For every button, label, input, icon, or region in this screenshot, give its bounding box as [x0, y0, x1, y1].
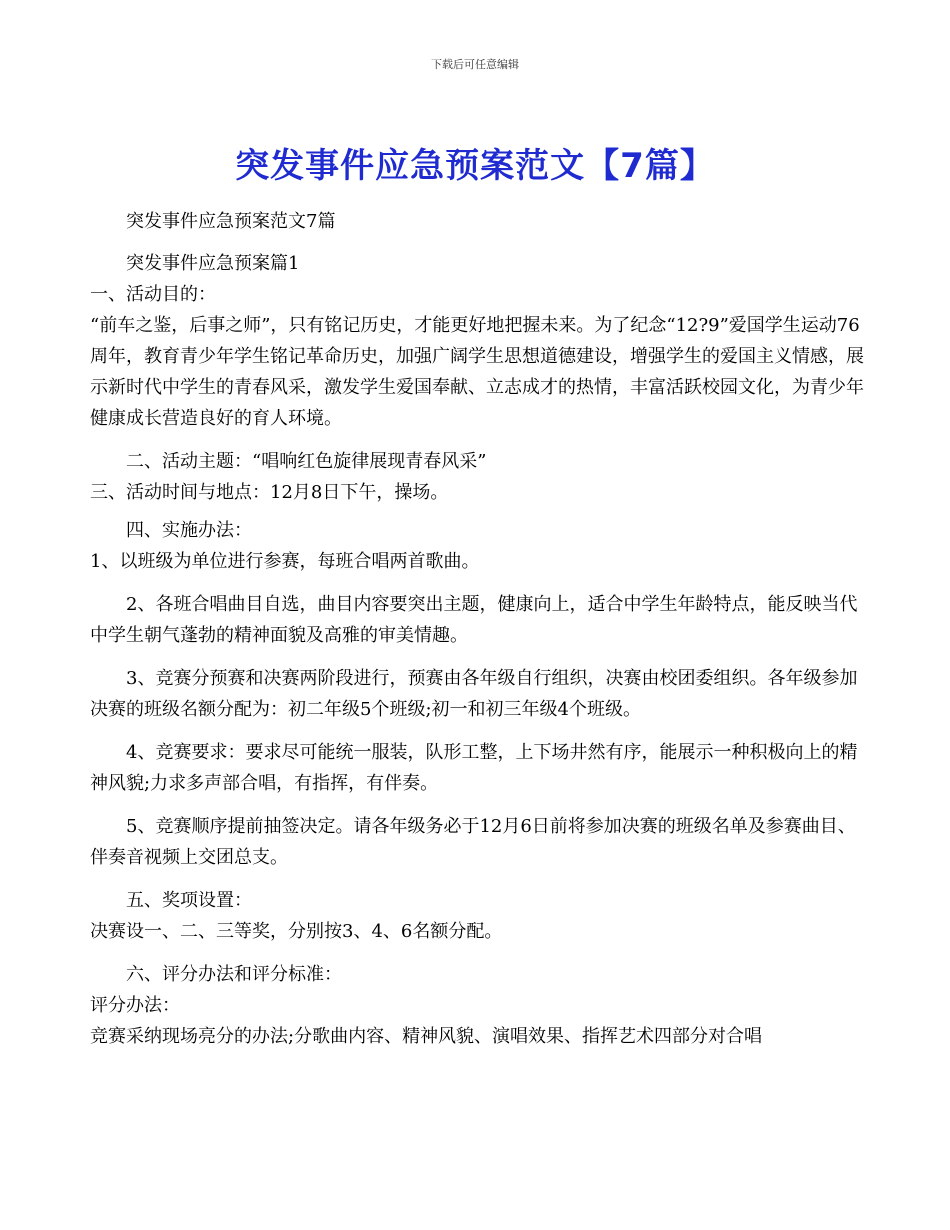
- paragraph-purpose-body: “前车之鉴，后事之师”，只有铭记历史，才能更好地把握未来。为了纪念“12?9”爱国学生运动76周年，教育青少年学生铭记革命历史，加强广阔学生思想道德建设，增强学生的爱国主义情感，展示新时代中学生的青春风采，激发学生爱国奉献、立志成才的热情，丰富活跃校园文化，为青少年健康成长营造良好的育人环境。: [90, 315, 864, 429]
- paragraph-time-place: 三、活动时间与地点：12月8日下午，操场。: [90, 482, 449, 503]
- document-title: 突发事件应急预案范文【7篇】: [235, 146, 715, 186]
- paragraph-method-4: 4、竞赛要求：要求尽可能统一服装，队形工整，上下场井然有序，能展示一种积极向上的精神风貌;力求多声部合唱，有指挥，有伴奏。: [90, 742, 858, 794]
- paragraph-method-1: 1、以班级为单位进行参赛，每班合唱两首歌曲。: [90, 551, 480, 572]
- paragraph-subtitle: 突发事件应急预案范文7篇: [126, 211, 336, 232]
- header-note: 下载后可任意编辑: [431, 58, 519, 71]
- paragraph-scoring-method-label: 评分办法：: [90, 995, 180, 1016]
- paragraph-heading-awards: 五、奖项设置：: [126, 890, 252, 911]
- paragraph-method-2: 2、各班合唱曲目自选，曲目内容要突出主题，健康向上，适合中学生年龄特点，能反映当代中学生朝气蓬勃的精神面貌及高雅的审美情趣。: [90, 594, 858, 646]
- paragraph-section-heading: 突发事件应急预案篇1: [126, 253, 300, 274]
- paragraph-theme: 二、活动主题：“唱响红色旋律展现青春风采”: [126, 451, 487, 472]
- paragraph-heading-scoring: 六、评分办法和评分标准：: [126, 964, 342, 985]
- paragraph-heading-purpose: 一、活动目的：: [90, 284, 216, 305]
- paragraph-heading-methods: 四、实施办法：: [126, 520, 252, 541]
- paragraph-awards-body: 决赛设一、二、三等奖，分别按3、4、6名额分配。: [90, 921, 503, 942]
- document-body: [90, 206, 865, 1052]
- paragraph-method-3: 3、竞赛分预赛和决赛两阶段进行，预赛由各年级自行组织，决赛由校团委组织。各年级参加决赛的班级名额分配为：初二年级5个班级;初一和初三年级4个班级。: [90, 668, 858, 720]
- paragraph-scoring-method-body: 竞赛采纳现场亮分的办法;分歌曲内容、精神风貌、演唱效果、指挥艺术四部分对合唱: [90, 1026, 763, 1047]
- paragraph-method-5: 5、竞赛顺序提前抽签决定。请各年级务必于12月6日前将参加决赛的班级名单及参赛曲目、伴奏音视频上交团总支。: [90, 816, 856, 868]
